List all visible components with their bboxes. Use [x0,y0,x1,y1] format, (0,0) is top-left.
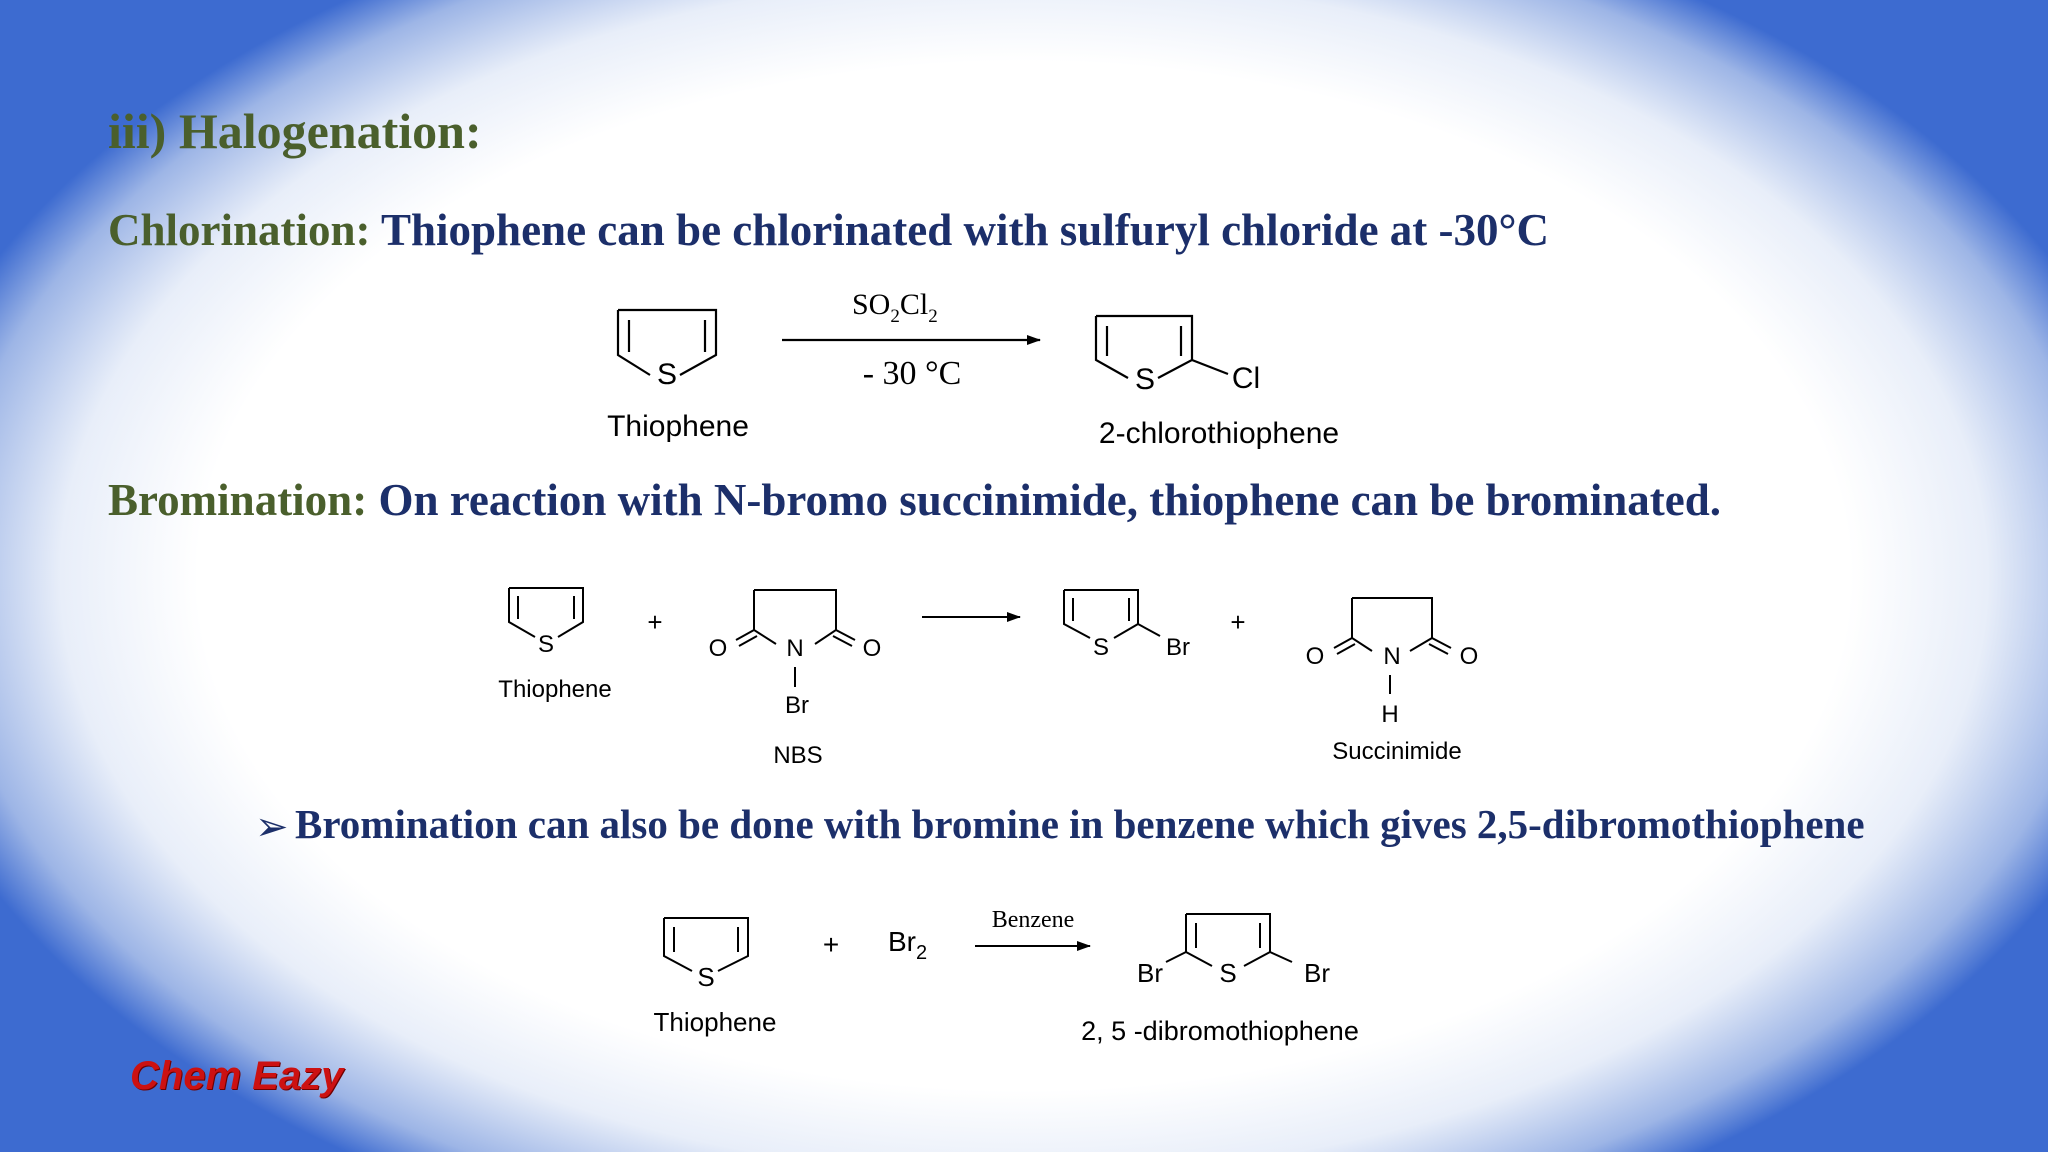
dibromothiophene-bromine-right: Br [1304,958,1330,988]
thiophene-structure-2 [509,588,583,637]
bullet-text: Bromination can also be done with bromine in benzene which gives 2,5-dibromothiophene [295,801,1865,847]
nbs-label: NBS [773,742,823,769]
succinimide-label: Succinimide [1332,738,1462,765]
plus-sign-1: + [647,607,663,637]
dibromothiophene-label: 2, 5 -dibromothiophene [1081,1016,1359,1046]
plus-sign-2: + [1230,607,1246,637]
chlorination-text: Thiophene can be chlorinated with sulfuryl chloride at -30°C [370,205,1550,255]
bromothiophene-sulfur: S [1092,634,1110,661]
succinimide-nitrogen: N [1383,643,1401,670]
nbs-oxygen-left: O [708,635,728,662]
bullet-arrow-icon: ➢ [255,804,289,850]
succinimide-oxygen-right: O [1459,643,1479,670]
nbs-bromine: Br [785,692,809,719]
chlorothiophene-sulfur: S [1134,363,1156,396]
succinimide-hydrogen: H [1381,701,1399,728]
bromine-reagent: $Br_2$ [888,926,928,964]
plus-sign-3: + [822,929,840,960]
thiophene-1-sulfur: S [656,358,678,391]
thiophene-label-1: Thiophene [607,410,749,443]
thiophene-2-sulfur: S [537,631,555,658]
bromination-term: Bromination: [108,475,368,525]
dibromothiophene-sulfur: S [1219,958,1237,988]
chlorothiophene-structure [1096,316,1228,378]
thiophene-3-sulfur: S [697,962,715,992]
nbs-oxygen-right: O [862,635,882,662]
bromination-text: On reaction with N-bromo succinimide, thiophene can be brominated. [367,475,1722,525]
chem-eazy-logo: Chem Eazy [130,1054,344,1098]
succinimide-oxygen-left: O [1305,643,1325,670]
chlorination-term: Chlorination: [108,205,371,255]
dibromothiophene-bromine-left: Br [1137,958,1163,988]
condition-temperature: - 30 °C [862,355,962,392]
chlorine-atom: Cl [1231,362,1261,395]
reagent-so2cl2: $SO_2Cl_2$ [852,288,938,327]
thiophene-label-2: Thiophene [498,676,612,703]
nbs-nitrogen: N [786,635,804,662]
bromothiophene-structure [1064,590,1160,638]
solvent-benzene: Benzene [991,907,1075,933]
bromothiophene-bromine: Br [1166,634,1190,661]
thiophene-label-3: Thiophene [653,1007,777,1037]
slide-heading: iii) Halogenation: [108,103,482,159]
chlorothiophene-label: 2-chlorothiophene [1098,417,1340,450]
